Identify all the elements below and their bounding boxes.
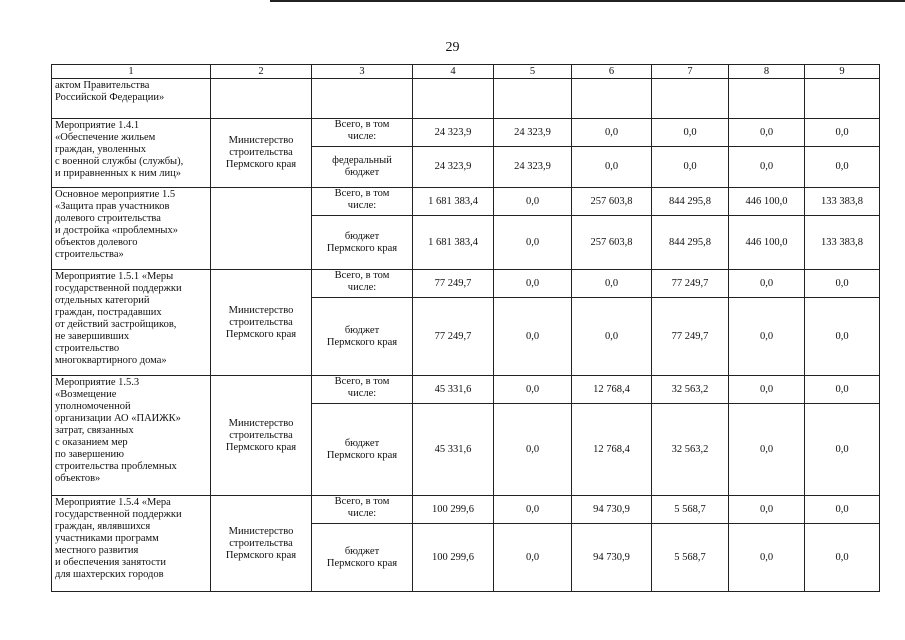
activity-name-line: граждан, пострадавших [55,307,162,318]
activity-name-line: государственной поддержки [55,283,182,294]
funding-source-line: Пермского края [326,557,398,569]
empty-cell [729,79,805,119]
activity-name-line: Мероприятие 1.5.1 «Меры [55,271,174,282]
header-cell-4: 4 [413,65,494,79]
amount-cell-col8: 0,0 [729,298,805,376]
activity-name-line: многоквартирного дома» [55,355,167,366]
top-rule [270,0,905,2]
funding-source-line: бюджет [344,230,380,242]
header-cell-7: 7 [652,65,729,79]
activity-name-line: местного развития [55,545,139,556]
header-cell-1: 1 [52,65,211,79]
amount-cell-col6: 12 768,4 [572,376,652,404]
activity-name-line: «Обеспечение жильем [55,132,156,143]
funding-source-cell [312,496,413,524]
amount-cell-col7: 0,0 [652,119,729,147]
funding-source-line: числе: [347,200,377,211]
activity-name-line: с оказанием мер [55,437,128,448]
responsible-executor-cell [211,188,312,270]
activity-name-line: строительства» [55,249,124,260]
activity-name-line: для шахтерских городов [55,569,164,580]
activity-name-line: от действий застройщиков, [55,319,177,330]
funding-source-line: числе: [347,508,377,519]
funding-source-cell [312,376,413,404]
table-row [52,188,880,216]
funding-source-cell [312,119,413,147]
amount-cell-col5: 0,0 [494,270,572,298]
amount-cell-col4: 100 299,6 [413,524,494,592]
activity-name-line: граждан, уволенных [55,144,147,155]
funding-source-cell [312,147,413,188]
amount-cell-col9: 133 383,8 [805,216,880,270]
activity-name-line: по завершению [55,449,124,460]
funding-source-line: бюджет [344,545,380,557]
responsible-executor-line: строительства [229,537,293,549]
amount-cell-col7: 844 295,8 [652,188,729,216]
amount-cell-col9: 0,0 [805,404,880,496]
amount-cell-col8: 0,0 [729,119,805,147]
activity-name-line: отдельных категорий [55,295,150,306]
funding-source-line: бюджет [344,167,380,178]
funding-source-line: бюджет [344,437,380,449]
activity-name-line: «Защита прав участников [55,201,170,212]
table-row [52,376,880,404]
funding-source-cell [312,298,413,376]
amount-cell-col4: 45 331,6 [413,376,494,404]
activity-name-cell [52,188,211,270]
activity-name-line: Мероприятие 1.5.3 [55,377,140,388]
amount-cell-col9: 0,0 [805,376,880,404]
header-cell-6: 6 [572,65,652,79]
empty-cell [494,79,572,119]
funding-source-line: бюджет [344,324,380,336]
activity-name-line: объектов долевого [55,237,138,248]
activity-name-cell [52,270,211,376]
responsible-executor-cell [211,270,312,376]
funding-source-cell [312,270,413,298]
activity-name-cell [52,119,211,188]
funding-source-line: Пермского края [326,336,398,348]
empty-cell [805,79,880,119]
amount-cell-col8: 0,0 [729,496,805,524]
amount-cell-col5: 24 323,9 [494,119,572,147]
amount-cell-col5: 0,0 [494,376,572,404]
funding-source-line: Пермского края [326,242,398,254]
responsible-executor-line: Пермского края [225,159,297,170]
funding-source-line: числе: [347,282,377,293]
activity-name-line: организации АО «ПАИЖК» [55,413,181,424]
empty-cell [652,79,729,119]
amount-cell-col9: 0,0 [805,524,880,592]
activity-name-line: с военной службы (службы), [55,156,184,167]
activity-name-line: затрат, связанных [55,425,134,436]
activity-name-line: актом Правительства [55,80,150,91]
activity-name-line: и обеспечения занятости [55,557,167,568]
amount-cell-col7: 844 295,8 [652,216,729,270]
empty-cell [312,79,413,119]
activity-name-line: и приравненных к ним лиц» [55,168,182,179]
responsible-executor-line: строительства [229,316,293,328]
funding-source-cell [312,216,413,270]
funding-source-line: Всего, в том [334,270,390,281]
funding-source-cell [312,524,413,592]
responsible-executor-cell [211,376,312,496]
activity-name-cell [52,496,211,592]
amount-cell-col7: 32 563,2 [652,404,729,496]
table-row [52,79,880,119]
amount-cell-col7: 0,0 [652,147,729,188]
activity-name-cell [52,79,211,119]
amount-cell-col6: 94 730,9 [572,496,652,524]
program-table [51,64,880,592]
header-cell-9: 9 [805,65,880,79]
amount-cell-col4: 100 299,6 [413,496,494,524]
amount-cell-col4: 45 331,6 [413,404,494,496]
amount-cell-col7: 5 568,7 [652,496,729,524]
activity-name-line: Основное мероприятие 1.5 [55,189,176,200]
header-row [52,65,880,79]
activity-name-line: граждан, являвшихся [55,521,151,532]
amount-cell-col8: 446 100,0 [729,216,805,270]
amount-cell-col4: 77 249,7 [413,298,494,376]
activity-name-line: не завершивших [55,331,130,342]
amount-cell-col9: 0,0 [805,270,880,298]
amount-cell-col8: 446 100,0 [729,188,805,216]
responsible-executor-line: Министерство [228,417,294,429]
header-cell-5: 5 [494,65,572,79]
amount-cell-col8: 0,0 [729,270,805,298]
amount-cell-col5: 0,0 [494,216,572,270]
empty-cell [211,79,312,119]
amount-cell-col6: 12 768,4 [572,404,652,496]
amount-cell-col7: 77 249,7 [652,270,729,298]
funding-source-line: Всего, в том [334,119,390,130]
amount-cell-col8: 0,0 [729,404,805,496]
header-cell-3: 3 [312,65,413,79]
activity-name-line: Российской Федерации» [55,92,165,103]
amount-cell-col9: 133 383,8 [805,188,880,216]
activity-name-line: Мероприятие 1.4.1 [55,120,140,131]
amount-cell-col8: 0,0 [729,147,805,188]
empty-cell [572,79,652,119]
responsible-executor-line: Пермского края [225,441,297,453]
funding-source-cell [312,404,413,496]
responsible-executor-cell [211,496,312,592]
header-cell-2: 2 [211,65,312,79]
responsible-executor-cell [211,119,312,188]
amount-cell-col7: 77 249,7 [652,298,729,376]
amount-cell-col9: 0,0 [805,298,880,376]
activity-name-line: «Возмещение [55,389,117,400]
funding-source-line: числе: [347,131,377,142]
amount-cell-col6: 257 603,8 [572,216,652,270]
amount-cell-col5: 24 323,9 [494,147,572,188]
amount-cell-col4: 77 249,7 [413,270,494,298]
funding-source-line: Всего, в том [334,188,390,199]
amount-cell-col8: 0,0 [729,524,805,592]
amount-cell-col5: 0,0 [494,524,572,592]
amount-cell-col7: 5 568,7 [652,524,729,592]
activity-name-line: объектов» [55,473,101,484]
amount-cell-col5: 0,0 [494,404,572,496]
responsible-executor-line: Пермского края [225,328,297,340]
responsible-executor-line: строительства [229,147,293,158]
amount-cell-col4: 24 323,9 [413,119,494,147]
amount-cell-col6: 94 730,9 [572,524,652,592]
activity-name-line: Мероприятие 1.5.4 «Мера [55,497,171,508]
activity-name-line: и достройка «проблемных» [55,225,178,236]
amount-cell-col6: 0,0 [572,147,652,188]
activity-name-line: строительство [55,343,120,354]
responsible-executor-line: строительства [229,429,293,441]
responsible-executor-line: Министерство [228,135,294,146]
amount-cell-col5: 0,0 [494,188,572,216]
responsible-executor-line: Министерство [228,304,294,316]
amount-cell-col6: 0,0 [572,119,652,147]
funding-source-cell [312,188,413,216]
amount-cell-col9: 0,0 [805,147,880,188]
responsible-executor-line: Пермского края [225,549,297,561]
activity-name-line: государственной поддержки [55,509,182,520]
amount-cell-col4: 24 323,9 [413,147,494,188]
page-number: 29 [445,40,460,55]
activity-name-line: долевого строительства [55,213,161,224]
activity-name-line: участниками программ [55,533,159,544]
table-row [52,119,880,147]
table-row [52,496,880,524]
responsible-executor-line: Министерство [228,525,294,537]
amount-cell-col9: 0,0 [805,496,880,524]
amount-cell-col5: 0,0 [494,496,572,524]
amount-cell-col4: 1 681 383,4 [413,188,494,216]
amount-cell-col5: 0,0 [494,298,572,376]
amount-cell-col6: 0,0 [572,270,652,298]
funding-source-line: Всего, в том [334,496,390,507]
activity-name-line: строительства проблемных [55,461,177,472]
empty-cell [413,79,494,119]
amount-cell-col6: 257 603,8 [572,188,652,216]
amount-cell-col4: 1 681 383,4 [413,216,494,270]
funding-source-line: федеральный [332,155,392,166]
funding-source-line: Всего, в том [334,376,390,387]
funding-source-line: числе: [347,388,377,399]
amount-cell-col8: 0,0 [729,376,805,404]
activity-name-line: уполномоченной [55,401,131,412]
header-cell-8: 8 [729,65,805,79]
amount-cell-col6: 0,0 [572,298,652,376]
table-row [52,270,880,298]
activity-name-cell [52,376,211,496]
amount-cell-col9: 0,0 [805,119,880,147]
funding-source-line: Пермского края [326,449,398,461]
amount-cell-col7: 32 563,2 [652,376,729,404]
